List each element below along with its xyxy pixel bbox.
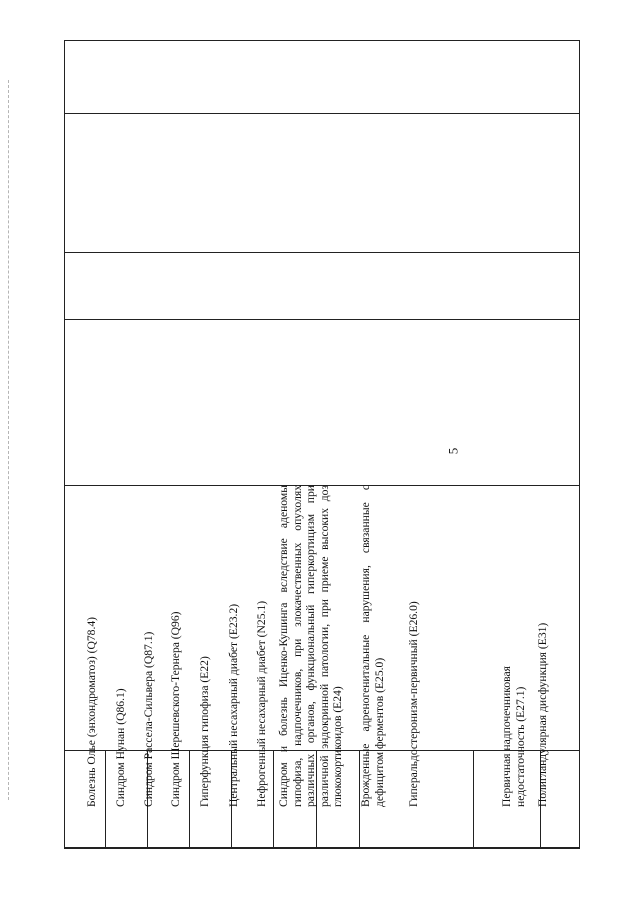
column-divider-4: [65, 252, 579, 253]
row-nephrogenic-diabetes-insipidus: Нефрогенный несахарный диабет (N25.1): [255, 600, 268, 807]
row-cushing: Синдром и болезнь Иценко-Кушинга вследствие аденомы гипофиза, надпочечников, при злокачественных опухолях различных органов, функциональный гиперкортицизм при различной эндокринной патологии, при приеме высоких доз глюкокортикоидов (E24): [277, 485, 344, 807]
scan-edge-artifact: [8, 80, 9, 800]
diagnosis-column-lower: [79, 484, 429, 809]
diagnosis-column-tail: [498, 484, 558, 809]
row-olier: Болезнь Олье (энхондроматоз) (Q78.4): [85, 616, 98, 807]
row-russell-silver: Синдром Рассела-Сильвера (Q87.1): [142, 631, 155, 807]
row-adrenogenital: Врожденные адреногенитальные нарушения, связанные с дефицитом ферментов (E25.0): [359, 485, 386, 807]
row-turner: Синдром Шерешевского-Тернера (Q96): [169, 611, 182, 807]
row-central-diabetes-insipidus: Центральный несахарный диабет (E23.2): [227, 603, 240, 807]
row-pituitary-hyperfunction: Гиперфункция гипофиза (E22): [198, 656, 211, 807]
row-polyglandular-dysfunction: Полигландулярная дисфункция (E31): [536, 622, 549, 807]
row-adrenal-insufficiency: Первичная надпочечниковая недостаточность (E27.1): [500, 666, 527, 807]
column-divider-3: [65, 319, 579, 320]
row-noonan: Синдром Нунан (Q86.1): [114, 688, 127, 807]
column-divider-5: [65, 113, 579, 114]
row-hyperaldosteronism: Гиперальдостеронизм-первичный (E26.0): [407, 601, 420, 807]
page-number: 5: [445, 447, 461, 455]
